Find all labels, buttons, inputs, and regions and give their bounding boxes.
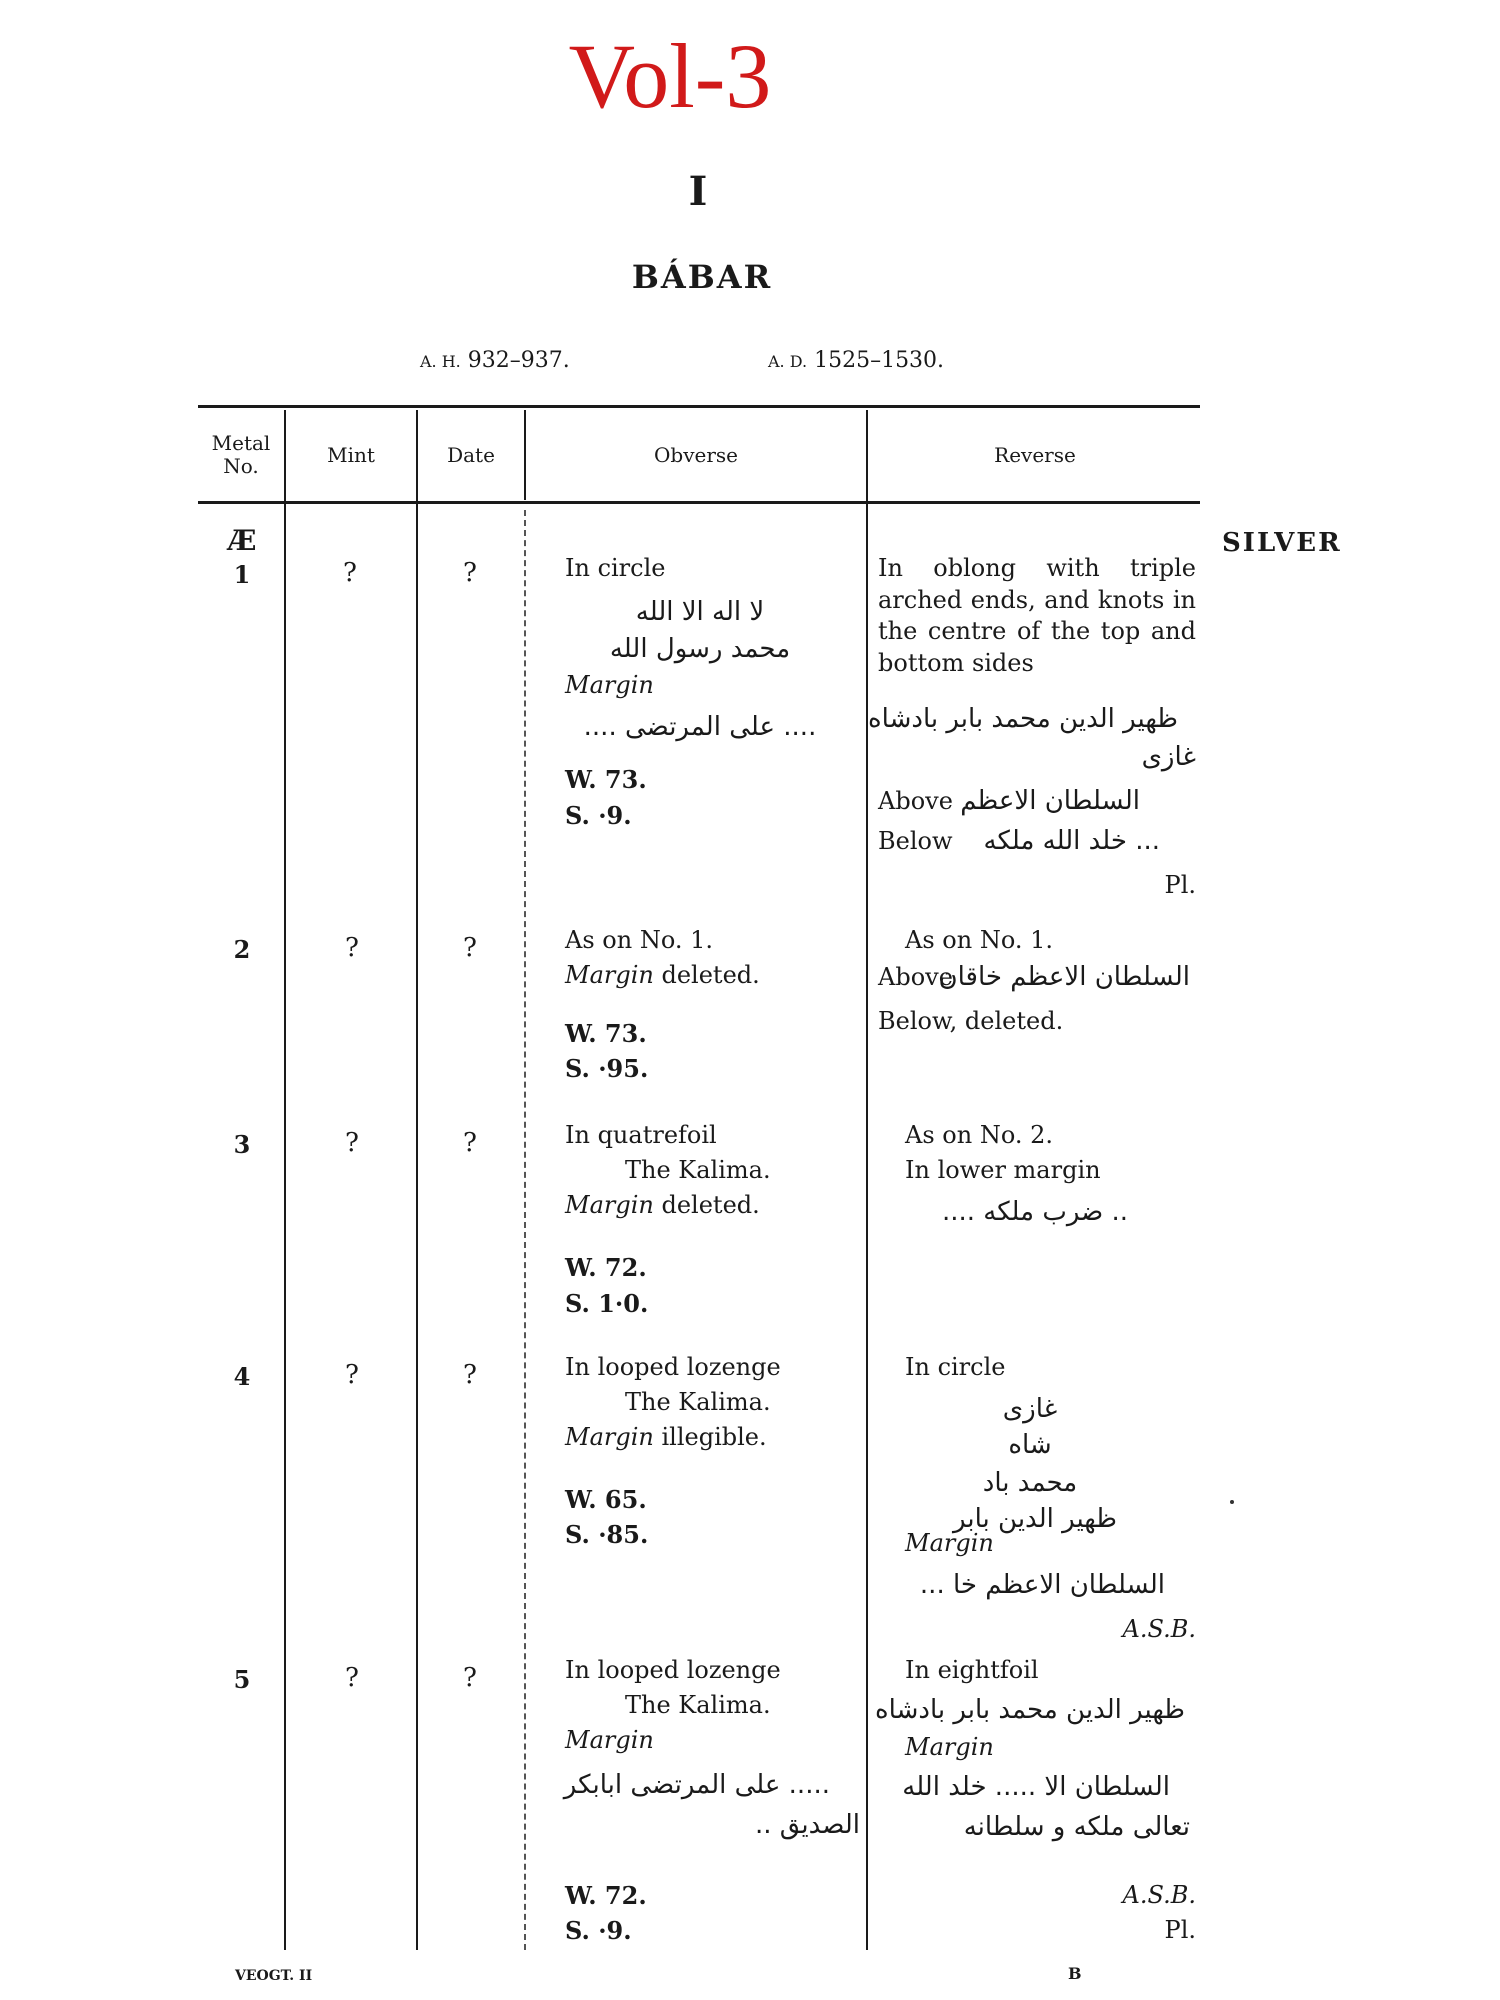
hijri-date-range [420, 348, 570, 373]
reverse-arabic: السلطان الاعظم خا ... [919, 1570, 1165, 1600]
size: S. ·9. [565, 1916, 632, 1945]
obverse-margin-note [565, 1422, 767, 1454]
coin-number: 4 [233, 1362, 251, 1391]
obverse-line: The Kalima. [625, 1156, 771, 1184]
obverse-margin-arabic: .... علی المرتضی .... [583, 712, 817, 742]
header-reverse: Reverse [994, 443, 1076, 467]
date-value: ? [463, 1360, 477, 1390]
metal-symbol: Æ [227, 524, 257, 557]
reverse-margin-label: Margin [905, 1733, 994, 1761]
ad-range: 1525–1530. [814, 348, 945, 373]
reverse-arabic: غازی [1002, 1394, 1058, 1424]
stray-dot [1230, 1500, 1234, 1504]
obverse-title: In looped lozenge [565, 1353, 781, 1381]
size: S. ·9. [565, 801, 632, 830]
obverse-arabic: ..... علی المرتضی ابابکر [563, 1770, 830, 1800]
obverse-title: In circle [565, 554, 666, 582]
mint-value: ? [345, 1128, 359, 1158]
reverse-arabic: ظهیر الدین بابر [953, 1504, 1117, 1534]
reverse-line: As on No. 1. [905, 926, 1053, 954]
reverse-arabic: تعالی ملکه و سلطانه [963, 1812, 1190, 1842]
margin-label: Margin [565, 1423, 654, 1451]
gregorian-date-range [768, 348, 944, 373]
reverse-line: As on No. 2. [905, 1121, 1053, 1149]
coin-number: 2 [233, 935, 251, 964]
mint-value: ? [345, 1663, 359, 1693]
date-value: ? [463, 1128, 477, 1158]
reverse-margin-label: Margin [905, 1529, 994, 1557]
weight: W. 65. [565, 1485, 647, 1514]
mint-value: ? [345, 1360, 359, 1390]
obverse-margin-note [565, 960, 760, 992]
weight: W. 73. [565, 1019, 647, 1048]
reference: Pl. [1164, 871, 1196, 899]
reverse-above-arabic: السلطان الاعظم [960, 786, 1140, 816]
obverse-margin-note [565, 1190, 760, 1222]
obverse-arabic: لا اله الا الله [635, 597, 765, 627]
header-obverse: Obverse [654, 443, 738, 467]
margin-status: deleted. [653, 1191, 760, 1219]
coin-number: 5 [233, 1665, 251, 1694]
reverse-line: In lower margin [905, 1156, 1101, 1184]
header-metal-no: Metal No. [211, 431, 271, 478]
reverse-above-label: Above [878, 963, 953, 991]
reverse-arabic: السلطان الا ..... خلد الله [902, 1772, 1170, 1802]
column-divider-obverse [866, 410, 868, 1950]
coin-number: 3 [233, 1130, 251, 1159]
size: S. ·95. [565, 1054, 649, 1083]
obverse-line: The Kalima. [625, 1691, 771, 1719]
reverse-arabic: غازی [1141, 742, 1196, 772]
reverse-arabic: محمد باد [982, 1468, 1078, 1498]
mint-value: ? [343, 558, 357, 588]
size: S. 1·0. [565, 1289, 649, 1318]
reverse-above-label: Above [878, 787, 953, 815]
reverse-line: In eightfoil [905, 1656, 1039, 1684]
reverse-line: In circle [905, 1353, 1006, 1381]
margin-status: deleted. [653, 961, 760, 989]
reverse-arabic: .. ضرب ملکه .... [941, 1197, 1129, 1227]
ad-label: A. D. [768, 352, 808, 371]
weight: W. 72. [565, 1881, 647, 1910]
column-divider-metal [284, 410, 286, 1950]
reverse-above-arabic: السلطان الاعظم خاقان [938, 962, 1190, 992]
obverse-arabic: الصدیق .. [754, 1810, 860, 1840]
reverse-below-arabic: ... خلد الله ملکه [983, 826, 1160, 856]
obverse-title: As on No. 1. [565, 926, 713, 954]
ah-label: A. H. [420, 352, 461, 371]
reverse-description: In oblong with triple arched ends, and knots in the centre of the top and bottom sides [878, 554, 1196, 678]
ruler-name: BÁBAR [631, 258, 773, 296]
date-value: ? [463, 558, 477, 588]
obverse-title: In quatrefoil [565, 1121, 717, 1149]
weight: W. 73. [565, 765, 647, 794]
reference: A.S.B. [1122, 1881, 1196, 1909]
column-divider-date [524, 410, 526, 500]
date-value: ? [463, 933, 477, 963]
metal-label: SILVER [1222, 528, 1342, 558]
footer-page-mark: B [1068, 1964, 1082, 1983]
obverse-margin-label: Margin [565, 1726, 654, 1754]
header-date: Date [447, 443, 495, 467]
header-mint: Mint [327, 443, 375, 467]
mint-value: ? [345, 933, 359, 963]
size: S. ·85. [565, 1520, 649, 1549]
weight: W. 72. [565, 1253, 647, 1282]
reverse-below-label: Below [878, 827, 953, 855]
table-top-rule [198, 405, 1200, 408]
volume-label: Vol-3 [568, 25, 772, 127]
obverse-title: In looped lozenge [565, 1656, 781, 1684]
margin-status: illegible. [653, 1423, 767, 1451]
table-header-rule [198, 501, 1200, 504]
obverse-line: The Kalima. [625, 1388, 771, 1416]
reverse-line: Below, deleted. [878, 1007, 1064, 1035]
reverse-arabic: شاه [1008, 1430, 1052, 1460]
obverse-arabic: محمد رسول الله [609, 634, 791, 664]
column-divider-date-dashed [524, 510, 526, 1950]
obverse-margin-label: Margin [565, 671, 654, 699]
reverse-arabic: ظهیر الدین محمد بابر بادشاه [875, 1695, 1185, 1725]
reference: Pl. [1164, 1916, 1196, 1944]
column-divider-mint [416, 410, 418, 1950]
date-value: ? [463, 1663, 477, 1693]
margin-label: Margin [565, 961, 654, 989]
margin-label: Margin [565, 1191, 654, 1219]
coin-number: 1 [233, 560, 251, 589]
reverse-arabic: ظهیر الدین محمد بابر بادشاه [868, 704, 1178, 734]
ah-range: 932–937. [467, 348, 570, 373]
footer-signature: VEOGT. II [235, 1968, 313, 1984]
section-number: I [688, 168, 708, 215]
reference: A.S.B. [1122, 1615, 1196, 1643]
